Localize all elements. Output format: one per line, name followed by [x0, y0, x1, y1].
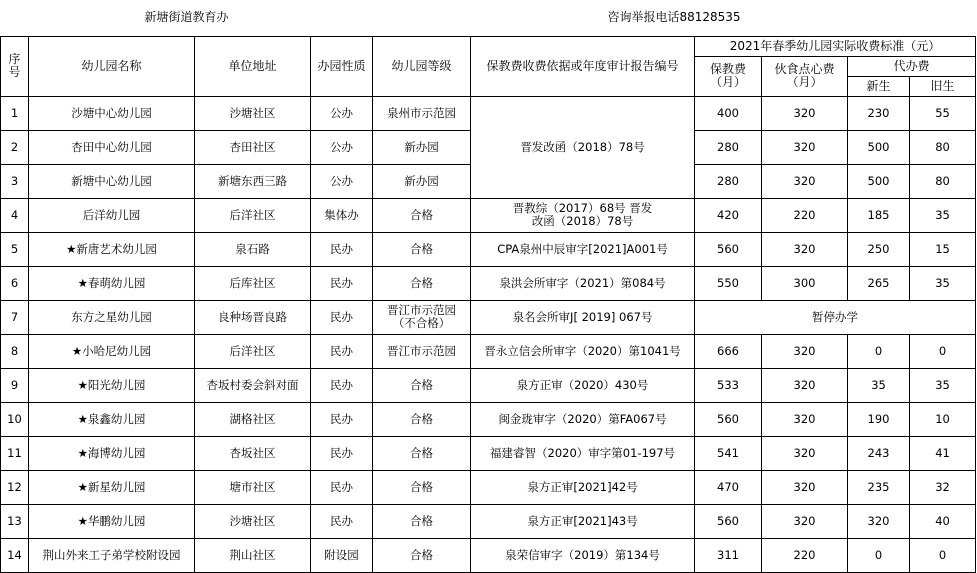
- cell-old: 35: [910, 198, 976, 232]
- cell-tuition: 400: [695, 96, 762, 130]
- cell-seq: 2: [1, 130, 29, 164]
- cell-meal: 320: [762, 402, 848, 436]
- cell-old: 35: [910, 368, 976, 402]
- cell-meal: 320: [762, 368, 848, 402]
- cell-new: 500: [848, 164, 910, 198]
- cell-seq: 12: [1, 470, 29, 504]
- cell-seq: 1: [1, 96, 29, 130]
- cell-new: 230: [848, 96, 910, 130]
- cell-meal: 320: [762, 504, 848, 538]
- cell-level: 新办园: [373, 130, 471, 164]
- cell-address: 良种场晋良路: [195, 300, 311, 334]
- cell-name: 荆山外来工子弟学校附设园: [29, 538, 195, 572]
- cell-address: 湖格社区: [195, 402, 311, 436]
- cell-name: ★华鹏幼儿园: [29, 504, 195, 538]
- cell-name: ★泉鑫幼儿园: [29, 402, 195, 436]
- cell-new: 35: [848, 368, 910, 402]
- cell-tuition: 560: [695, 232, 762, 266]
- table-row: [1, 504, 976, 538]
- cell-old: 40: [910, 504, 976, 538]
- cell-new: 320: [848, 504, 910, 538]
- table-row: [1, 266, 976, 300]
- cell-suspended: 暂停办学: [695, 300, 976, 334]
- header-name: 幼儿园名称: [29, 36, 195, 96]
- cell-level: 合格: [373, 436, 471, 470]
- header-meal: 伙食点心费（月）: [762, 56, 848, 96]
- cell-basis: 泉方正审（2020）430号: [471, 368, 695, 402]
- cell-name: 新塘中心幼儿园: [29, 164, 195, 198]
- cell-old: 32: [910, 470, 976, 504]
- table-row: [1, 96, 976, 130]
- cell-old: 0: [910, 538, 976, 572]
- cell-seq: 8: [1, 334, 29, 368]
- cell-tuition: 311: [695, 538, 762, 572]
- cell-new: 0: [848, 538, 910, 572]
- cell-old: 10: [910, 402, 976, 436]
- cell-name: 后洋幼儿园: [29, 198, 195, 232]
- cell-level: 合格: [373, 538, 471, 572]
- cell-seq: 13: [1, 504, 29, 538]
- header-row-1: [1, 36, 976, 56]
- cell-level: 合格: [373, 232, 471, 266]
- header-old-student: 旧生: [910, 76, 976, 96]
- cell-address: 杏田社区: [195, 130, 311, 164]
- cell-address: 后洋社区: [195, 198, 311, 232]
- header-tuition: 保教费（月）: [695, 56, 762, 96]
- cell-name: 杏田中心幼儿园: [29, 130, 195, 164]
- hotline: 咨询举报电话88128535: [373, 0, 976, 36]
- cell-level: 合格: [373, 402, 471, 436]
- cell-new: 250: [848, 232, 910, 266]
- cell-basis: 泉方正审[2021]43号: [471, 504, 695, 538]
- cell-basis: 晋发改函（2018）78号: [471, 96, 695, 198]
- cell-basis: 泉名会所审J[ 2019] 067号: [471, 300, 695, 334]
- cell-tuition: 550: [695, 266, 762, 300]
- header-basis: 保教费收费依据或年度审计报告编号: [471, 36, 695, 96]
- cell-new: 235: [848, 470, 910, 504]
- cell-meal: 320: [762, 232, 848, 266]
- cell-meal: 220: [762, 198, 848, 232]
- cell-tuition: 560: [695, 504, 762, 538]
- cell-basis: 晋教综（2017）68号 晋发改函（2018）78号: [471, 198, 695, 232]
- cell-nature: 公办: [311, 96, 373, 130]
- cell-meal: 220: [762, 538, 848, 572]
- cell-tuition: 280: [695, 130, 762, 164]
- cell-name: ★阳光幼儿园: [29, 368, 195, 402]
- cell-level: 新办园: [373, 164, 471, 198]
- cell-meal: 320: [762, 164, 848, 198]
- cell-basis: 福建睿智（2020）审字第01-197号: [471, 436, 695, 470]
- cell-tuition: 533: [695, 368, 762, 402]
- cell-old: 80: [910, 130, 976, 164]
- cell-name: 沙塘中心幼儿园: [29, 96, 195, 130]
- cell-address: 杏坂村委会斜对面: [195, 368, 311, 402]
- header-agency: 代办费: [848, 56, 976, 76]
- cell-seq: 4: [1, 198, 29, 232]
- cell-address: 塘市社区: [195, 470, 311, 504]
- cell-level: 合格: [373, 470, 471, 504]
- cell-tuition: 541: [695, 436, 762, 470]
- cell-nature: 民办: [311, 334, 373, 368]
- cell-basis: CPA泉州中辰审字[2021]A001号: [471, 232, 695, 266]
- header-seq: 序号: [1, 36, 29, 96]
- cell-name: ★新星幼儿园: [29, 470, 195, 504]
- cell-level: 泉州市示范园: [373, 96, 471, 130]
- cell-address: 杏坂社区: [195, 436, 311, 470]
- cell-tuition: 560: [695, 402, 762, 436]
- cell-nature: 民办: [311, 368, 373, 402]
- cell-nature: 民办: [311, 232, 373, 266]
- cell-nature: 公办: [311, 164, 373, 198]
- cell-new: 500: [848, 130, 910, 164]
- cell-level: 合格: [373, 266, 471, 300]
- table-row: [1, 470, 976, 504]
- cell-meal: 320: [762, 130, 848, 164]
- table-row: [1, 300, 976, 334]
- header-nature: 办园性质: [311, 36, 373, 96]
- cell-nature: 民办: [311, 402, 373, 436]
- cell-seq: 6: [1, 266, 29, 300]
- cell-nature: 民办: [311, 436, 373, 470]
- header-address: 单位地址: [195, 36, 311, 96]
- cell-new: 0: [848, 334, 910, 368]
- office-name: 新塘街道教育办: [1, 0, 373, 36]
- cell-meal: 320: [762, 436, 848, 470]
- cell-meal: 320: [762, 96, 848, 130]
- cell-seq: 9: [1, 368, 29, 402]
- cell-tuition: 470: [695, 470, 762, 504]
- cell-nature: 民办: [311, 300, 373, 334]
- cell-address: 后库社区: [195, 266, 311, 300]
- table-row: [1, 232, 976, 266]
- cell-level: 合格: [373, 198, 471, 232]
- cell-old: 80: [910, 164, 976, 198]
- cell-basis: 晋永立信会所审字（2020）第1041号: [471, 334, 695, 368]
- cell-tuition: 666: [695, 334, 762, 368]
- table-row: [1, 538, 976, 572]
- cell-level: 合格: [373, 504, 471, 538]
- cell-address: 后洋社区: [195, 334, 311, 368]
- cell-meal: 300: [762, 266, 848, 300]
- cell-address: 沙塘社区: [195, 96, 311, 130]
- cell-old: 55: [910, 96, 976, 130]
- cell-nature: 集体办: [311, 198, 373, 232]
- cell-meal: 320: [762, 334, 848, 368]
- cell-tuition: 280: [695, 164, 762, 198]
- header-level: 幼儿园等级: [373, 36, 471, 96]
- cell-name: ★新唐艺术幼儿园: [29, 232, 195, 266]
- cell-nature: 民办: [311, 504, 373, 538]
- cell-level: 晋江市示范园（不合格）: [373, 300, 471, 334]
- cell-old: 41: [910, 436, 976, 470]
- table-row: [1, 402, 976, 436]
- cell-seq: 5: [1, 232, 29, 266]
- cell-nature: 民办: [311, 470, 373, 504]
- cell-new: 265: [848, 266, 910, 300]
- table-row: [1, 334, 976, 368]
- cell-basis: 泉荣信审字（2019）第134号: [471, 538, 695, 572]
- cell-name: ★春萌幼儿园: [29, 266, 195, 300]
- cell-seq: 7: [1, 300, 29, 334]
- title-row: [1, 0, 976, 36]
- table-row: [1, 436, 976, 470]
- cell-address: 荆山社区: [195, 538, 311, 572]
- header-new-student: 新生: [848, 76, 910, 96]
- cell-basis: 闽金珑审字（2020）第FA067号: [471, 402, 695, 436]
- cell-seq: 14: [1, 538, 29, 572]
- cell-level: 晋江市示范园: [373, 334, 471, 368]
- cell-nature: 附设园: [311, 538, 373, 572]
- cell-name: 东方之星幼儿园: [29, 300, 195, 334]
- cell-address: 新塘东西三路: [195, 164, 311, 198]
- header-fee-group: 2021年春季幼儿园实际收费标准（元）: [695, 36, 976, 56]
- cell-tuition: 420: [695, 198, 762, 232]
- cell-address: 泉石路: [195, 232, 311, 266]
- cell-nature: 公办: [311, 130, 373, 164]
- cell-meal: 320: [762, 470, 848, 504]
- table-row: [1, 368, 976, 402]
- cell-old: 35: [910, 266, 976, 300]
- table-row: [1, 198, 976, 232]
- cell-seq: 10: [1, 402, 29, 436]
- cell-seq: 3: [1, 164, 29, 198]
- cell-name: ★海博幼儿园: [29, 436, 195, 470]
- cell-level: 合格: [373, 368, 471, 402]
- cell-old: 15: [910, 232, 976, 266]
- cell-seq: 11: [1, 436, 29, 470]
- cell-nature: 民办: [311, 266, 373, 300]
- cell-name: ★小哈尼幼儿园: [29, 334, 195, 368]
- cell-basis: 泉洪会所审字（2021）第084号: [471, 266, 695, 300]
- cell-new: 185: [848, 198, 910, 232]
- cell-new: 243: [848, 436, 910, 470]
- cell-old: 0: [910, 334, 976, 368]
- cell-new: 190: [848, 402, 910, 436]
- cell-basis: 泉方正审[2021]42号: [471, 470, 695, 504]
- cell-address: 沙塘社区: [195, 504, 311, 538]
